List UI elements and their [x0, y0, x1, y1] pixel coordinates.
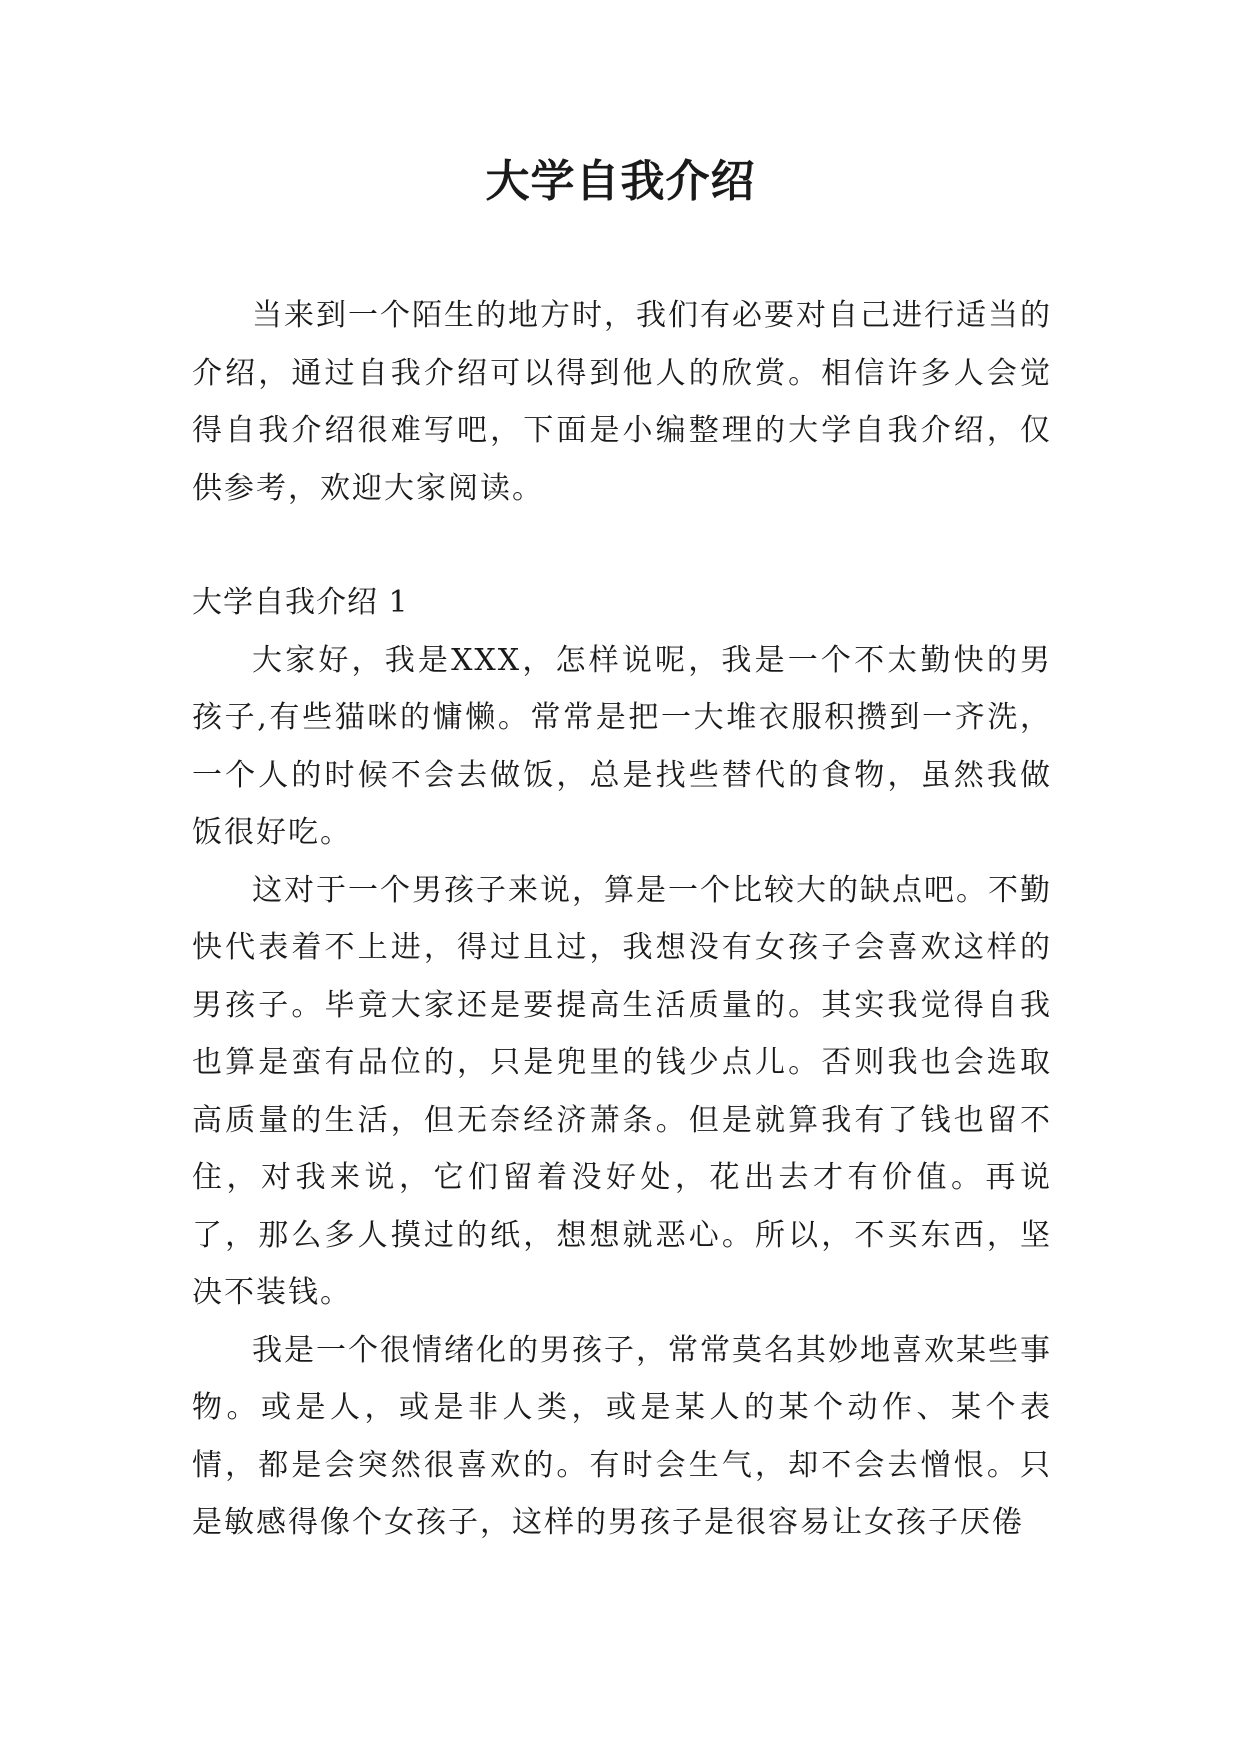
- document-title: 大学自我介绍: [485, 156, 756, 207]
- intro-paragraph: 当来到一个陌生的地方时，我们有必要对自己进行适当的介绍，通过自我介绍可以得到他人的欣赏。相信许多人会觉得自我介绍很难写吧，下面是小编整理的大学自我介绍，仅供参考，欢迎大家阅读。: [192, 298, 1052, 506]
- body-paragraph: 这对于一个男孩子来说，算是一个比较大的缺点吧。不勤快代表着不上进，得过且过，我想没有女孩子会喜欢这样的男孩子。毕竟大家还是要提高生活质量的。其实我觉得自我也算是蛮有品位的，只是兜里的钱少点儿。否则我也会选取高质量的生活，但无奈经济萧条。但是就算我有了钱也留不住，对我来说，它们留着没好处，花出去才有价值。再说了，那么多人摸过的纸，想想就恶心。所以，不买东西，坚决不装钱。: [192, 872, 1052, 1310]
- body-paragraph: 我是一个很情绪化的男孩子，常常莫名其妙地喜欢某些事物。或是人，或是非人类，或是某人的某个动作、某个表情，都是会突然很喜欢的。有时会生气，却不会去憎恨。只是敏感得像个女孩子，这样的男孩子是很容易让女孩子厌倦: [192, 1332, 1052, 1540]
- section-heading: 大学自我介绍 1: [192, 585, 409, 620]
- intro-block: [192, 287, 1052, 517]
- section-block: [192, 574, 1052, 1552]
- body-paragraph: 大家好，我是XXX，怎样说呢，我是一个不太勤快的男孩子,有些猫咪的慵懒。常常是把一大堆衣服积攒到一齐洗，一个人的时候不会去做饭，总是找些替代的食物，虽然我做饭很好吃。: [192, 642, 1052, 850]
